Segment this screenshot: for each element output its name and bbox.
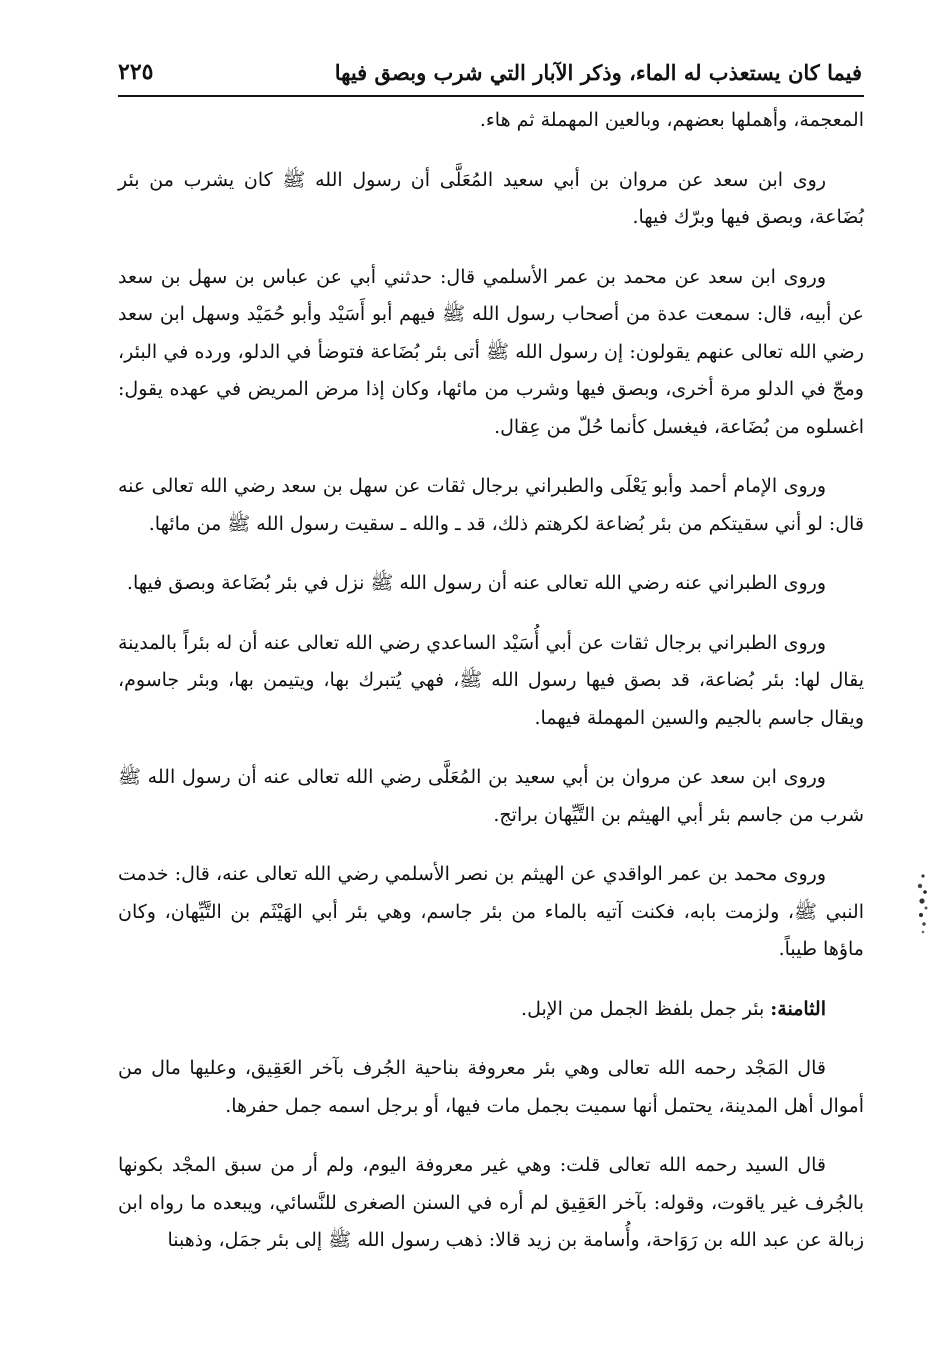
paragraph-waqidi: وروى محمد بن عمر الواقدي عن الهيثم بن نصر الأسلمي رضي الله تعالى عنه، قال: خدمت النبي ﷺ، ولزمت بابه، فكنت آتيه بالماء من بئر جاسم، وهي بئر أبي الهَيْثَم بن التَّيِّهان، وكان ماؤها طيباً. — [118, 863, 864, 960]
paragraph-continuation: المعجمة، وأهملها بعضهم، وبالعين المهملة ثم هاء. — [479, 109, 864, 131]
paragraph-majd: قال المَجْد رحمه الله تعالى وهي بئر معروفة بناحية الجُرف بآخر العَقِيق، وعليها مال من أموال أهل المدينة، يحتمل أنها سميت بجمل مات فيها، أو برجل اسمه جمل حفرها. — [118, 1057, 864, 1117]
section-eighth — [118, 991, 864, 1029]
body-text — [118, 102, 864, 1282]
running-head — [118, 52, 862, 92]
scan-speck-mark — [914, 868, 932, 938]
section-text: بئر جمل بلفظ الجمل من الإبل. — [521, 997, 771, 1020]
paragraph-ibn-saad-jasim: وروى ابن سعد عن مروان بن أبي سعيد بن المُعَلَّى رضي الله تعالى عنه أن رسول الله ﷺ شرب من جاسم بئر أبي الهيثم بن التَّيِّهان براتج. — [118, 766, 864, 826]
paragraph-imam-ahmad: وروى الإمام أحمد وأبو يَعْلَى والطبراني برجال ثقات عن سهل بن سعد رضي الله تعالى عنه قال: لو أني سقيتكم من بئر بُضاعة لكرهتم ذلك، قد ـ والله ـ سقيت رسول الله ﷺ من مائها. — [118, 475, 864, 535]
paragraph-tabarani-1: وروى الطبراني عنه رضي الله تعالى عنه أن رسول الله ﷺ نزل في بئر بُضَاعة وبصق فيها. — [126, 572, 826, 594]
paragraph-sayyid: قال السيد رحمه الله تعالى قلت: وهي غير معروفة اليوم، ولم أر من سبق المجْد بكونها بالجُرف غير ياقوت، وقوله: بآخر العَقِيق لم أره في السنن الصغرى للنَّسائي، ويبعده ما رواه ابن زبالة عن عبد الله بن رَوَاحة، وأُسامة بن زيد قالا: ذهب رسول الله ﷺ إلى بئر جمَل، وذهبنا — [118, 1154, 864, 1251]
page-number: ٢٢٥ — [118, 59, 154, 85]
paragraph-ibn-saad-aslami: وروى ابن سعد عن محمد بن عمر الأسلمي قال: حدثني أبي عن عباس بن سهل بن سعد عن أبيه، قال: سمعت عدة من أصحاب رسول الله ﷺ فيهم أبو أَسَيْد وأبو حُمَيْد وسهل ابن سعد رضي الله تعالى عنهم يقولون: إن رسول الله ﷺ أتى بئر بُضَاعة فتوضأ في الدلو، ورده في البئر، ومجّ في الدلو مرة أخرى، وبصق فيها وشرب من مائها، وكان إذا مرض المريض في عهده يقول: اغسلوه من بُضَاعة، فيغسل كأنما حُلّ من عِقال. — [118, 265, 864, 438]
running-title: فيما كان يستعذب له الماء، وذكر الآبار التي شرب وبصق فيها — [334, 59, 862, 85]
paragraph-tabarani-2: وروى الطبراني برجال ثقات عن أبي أُسَيْد الساعدي رضي الله تعالى عنه أن له بئراً بالمدينة يقال لها: بئر بُضاعة، قد بصق فيها رسول الله ﷺ، فهي يُتبرك بها، ويتيمن بها، وبئر جاسوم، ويقال جاسم بالجيم والسين المهملة فيهما. — [118, 631, 864, 729]
section-label: الثامنة: — [770, 997, 826, 1020]
paragraph-ibn-saad-marwan: روى ابن سعد عن مروان بن أبي سعيد المُعَلَّى أن رسول الله ﷺ كان يشرب من بئر بُضَاعة، وبصق فيها وبرّك فيها. — [118, 168, 864, 228]
header-rule — [118, 95, 864, 97]
